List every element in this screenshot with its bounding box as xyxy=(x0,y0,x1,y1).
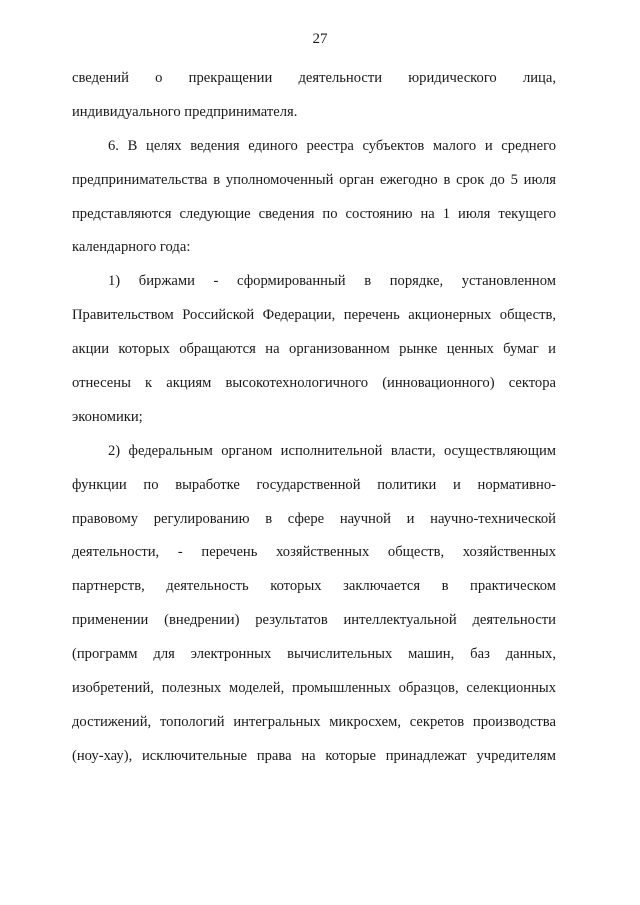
text-line: индивидуального предпринимателя. xyxy=(72,103,298,120)
text-line: сведений о прекращении деятельности юридического лица, xyxy=(72,70,556,86)
text-line: акции которых обращаются на организованном рынке ценных бумаг и xyxy=(72,341,556,358)
document-body xyxy=(72,62,556,774)
text-line: (ноу-хау), исключительные права на которые принадлежат учредителям xyxy=(72,747,556,764)
text-line: экономики; xyxy=(72,408,143,425)
text-line: применении (внедрении) результатов интеллектуальной деятельности xyxy=(72,612,556,629)
text-line: Правительством Российской Федерации, перечень акционерных обществ, xyxy=(72,307,556,324)
text-line: календарного года: xyxy=(72,239,191,256)
text-line: деятельности, - перечень хозяйственных обществ, хозяйственных xyxy=(72,544,556,561)
text-line: (программ для электронных вычислительных машин, баз данных, xyxy=(72,646,556,663)
text-lines xyxy=(72,62,556,774)
text-line: достижений, топологий интегральных микросхем, секретов производства xyxy=(72,713,556,730)
text-line: партнерств, деятельность которых заключается в практическом xyxy=(72,578,556,595)
text-line: 2) федеральным органом исполнительной власти, осуществляющим xyxy=(108,442,556,459)
text-line: правовому регулированию в сфере научной и научно-технической xyxy=(72,510,556,527)
text-line: 6. В целях ведения единого реестра субъектов малого и среднего xyxy=(108,137,556,154)
text-line: представляются следующие сведения по состоянию на 1 июля текущего xyxy=(72,205,556,222)
text-line: функции по выработке государственной политики и нормативно- xyxy=(72,476,556,493)
text-line: предпринимательства в уполномоченный орган ежегодно в срок до 5 июля xyxy=(72,171,556,188)
page-number: 27 xyxy=(312,31,328,47)
text-line: отнесены к акциям высокотехнологичного (инновационного) сектора xyxy=(72,375,556,392)
text-line: 1) биржами - сформированный в порядке, установленном xyxy=(108,273,556,290)
text-line: изобретений, полезных моделей, промышленных образцов, селекционных xyxy=(72,680,556,697)
